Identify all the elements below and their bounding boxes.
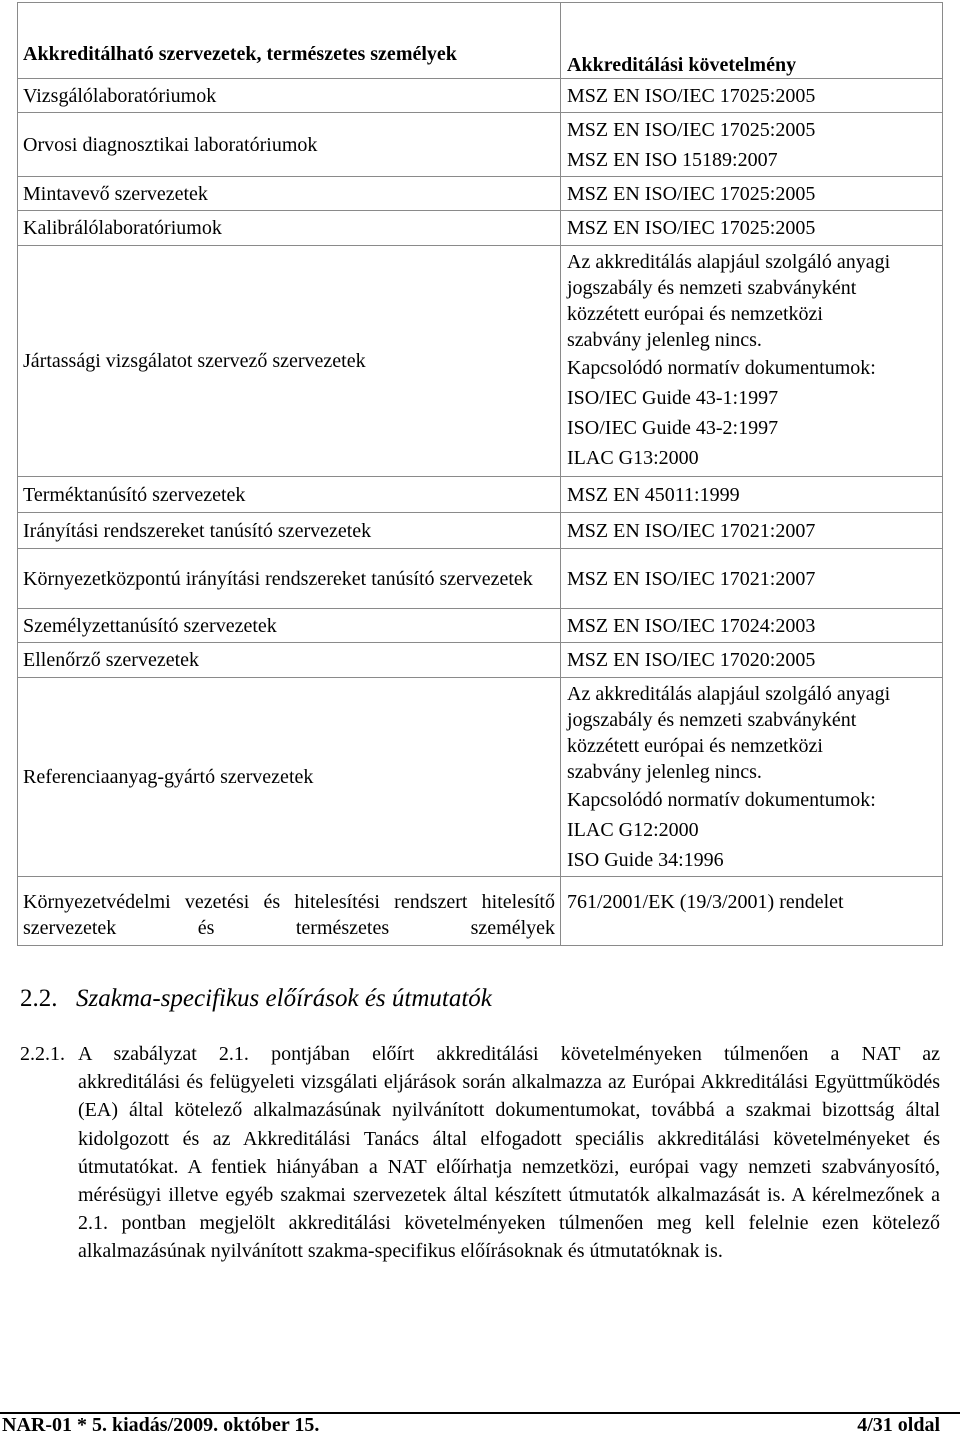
table-row — [18, 113, 943, 177]
requirement-line: Kapcsolódó normatív dokumentumok: — [567, 357, 876, 379]
requirement-line: MSZ EN ISO/IEC 17024:2003 — [567, 614, 816, 637]
row-organization: Orvosi diagnosztikai laboratóriumok — [18, 113, 561, 177]
row-organization: Jártassági vizsgálatot szervező szervezetek — [18, 246, 561, 477]
table-row — [18, 513, 943, 549]
requirement-line: 761/2001/EK (19/3/2001) rendelet — [567, 891, 844, 913]
requirement-line: ISO Guide 34:1996 — [567, 849, 724, 871]
requirement-line: MSZ EN ISO/IEC 17025:2005 — [567, 118, 816, 141]
requirement-line: Az akkreditálás alapjául szolgáló anyagi — [567, 251, 891, 273]
section-number: 2.2. — [20, 985, 58, 1012]
row-organization: Ellenőrző szervezetek — [18, 643, 561, 678]
header-requirement: Akkreditálási követelmény — [561, 3, 943, 79]
footer-document-id: NAR-01 * 5. kiadás/2009. október 15. — [2, 1414, 320, 1436]
row-organization: Vizsgálólaboratóriumok — [18, 79, 561, 113]
row-requirement — [561, 477, 943, 513]
section-title: Szakma-specifikus előírások és útmutatók — [76, 985, 492, 1012]
requirement-line: MSZ EN ISO/IEC 17020:2005 — [567, 649, 816, 671]
row-organization: Terméktanúsító szervezetek — [18, 477, 561, 513]
requirement-line: jogszabály és nemzeti szabványként — [567, 277, 857, 299]
requirement-line: ISO/IEC Guide 43-1:1997 — [567, 387, 779, 409]
row-requirement — [561, 549, 943, 609]
row-organization: Irányítási rendszereket tanúsító szervezetek — [18, 513, 561, 549]
paragraph-2-2-1 — [20, 1040, 940, 1266]
row-requirement — [561, 113, 943, 177]
section-heading — [20, 984, 492, 1014]
table-row — [18, 678, 943, 877]
row-organization: Környezetközpontú irányítási rendszereket tanúsító szervezetek — [18, 549, 561, 609]
table-row — [18, 79, 943, 113]
requirement-line: ILAC G12:2000 — [567, 819, 699, 841]
row-requirement — [561, 246, 943, 477]
paragraph-number: 2.2.1. — [20, 1043, 65, 1065]
accreditation-table — [17, 2, 943, 946]
table-row — [18, 246, 943, 477]
requirement-line: közzétett európai és nemzetközi — [567, 735, 823, 757]
requirement-line: ILAC G13:2000 — [567, 447, 699, 469]
requirement-line: MSZ EN ISO 15189:2007 — [567, 148, 778, 171]
row-organization: Személyzettanúsító szervezetek — [18, 609, 561, 643]
row-requirement — [561, 211, 943, 246]
requirement-line: MSZ EN ISO/IEC 17025:2005 — [567, 182, 816, 205]
requirement-line: MSZ EN ISO/IEC 17021:2007 — [567, 567, 816, 590]
header-organizations: Akkreditálható szervezetek, természetes személyek — [18, 3, 561, 79]
requirement-line: ISO/IEC Guide 43-2:1997 — [567, 417, 779, 439]
row-requirement — [561, 678, 943, 877]
table-row — [18, 609, 943, 643]
requirement-line: Az akkreditálás alapjául szolgáló anyagi — [567, 683, 891, 705]
table-row — [18, 549, 943, 609]
requirement-line: MSZ EN ISO/IEC 17021:2007 — [567, 519, 816, 542]
requirement-line: MSZ EN 45011:1999 — [567, 483, 740, 506]
requirement-line: közzétett európai és nemzetközi — [567, 303, 823, 325]
table-row — [18, 177, 943, 211]
row-requirement — [561, 643, 943, 678]
table-row — [18, 211, 943, 246]
row-organization: Környezetvédelmi vezetési és hitelesítési rendszert hitelesítő szervezetek és természetes személyek — [18, 877, 561, 946]
paragraph-first-line — [20, 1040, 940, 1068]
table-row — [18, 477, 943, 513]
requirement-line: MSZ EN ISO/IEC 17025:2005 — [567, 217, 816, 239]
requirement-line: Kapcsolódó normatív dokumentumok: — [567, 789, 876, 811]
footer-page-number: 4/31 oldal — [857, 1414, 940, 1436]
row-organization: Referenciaanyag-gyártó szervezetek — [18, 678, 561, 877]
requirement-line: szabvány jelenleg nincs. — [567, 761, 762, 783]
paragraph-first-text: A szabályzat 2.1. pontjában előírt akkreditálási követelményeken túlmenően a NAT az — [78, 1043, 940, 1065]
requirement-line: szabvány jelenleg nincs. — [567, 329, 762, 351]
requirement-line: MSZ EN ISO/IEC 17025:2005 — [567, 84, 816, 107]
row-requirement — [561, 177, 943, 211]
table-row — [18, 643, 943, 678]
table-row — [18, 877, 943, 946]
row-requirement — [561, 513, 943, 549]
table-header-row — [18, 3, 943, 79]
row-requirement — [561, 79, 943, 113]
row-organization: Mintavevő szervezetek — [18, 177, 561, 211]
row-requirement — [561, 609, 943, 643]
requirement-line: jogszabály és nemzeti szabványként — [567, 709, 857, 731]
row-organization: Kalibrálólaboratóriumok — [18, 211, 561, 246]
row-requirement — [561, 877, 943, 946]
paragraph-body: akkreditálási és felügyeleti vizsgálati eljárások során alkalmazza az Európai Akkreditálási Együttműködés (EA) által kötelező alkalmazásúnak nyilvánított dokumentumokat, továbbá a szakmai bizottság által kidolgozott és az Akkreditálási Tanács által elfogadott speciális akkreditálási követelményeket és útmutatókat. A fentiek hiányában a NAT előírhatja nemzetközi, európai vagy nemzeti szabványosító, mérésügyi illetve egyéb szakmai szervezetek által készített útmutatók alkalmazását is. A kérelmezőnek a 2.1. pontban megjelölt akkreditálási követelményeken túlmenően meg kell felelnie ezen kötelező alkalmazásúnak nyilvánított szakma-specifikus előírásoknak és útmutatóknak is. — [78, 1071, 940, 1263]
